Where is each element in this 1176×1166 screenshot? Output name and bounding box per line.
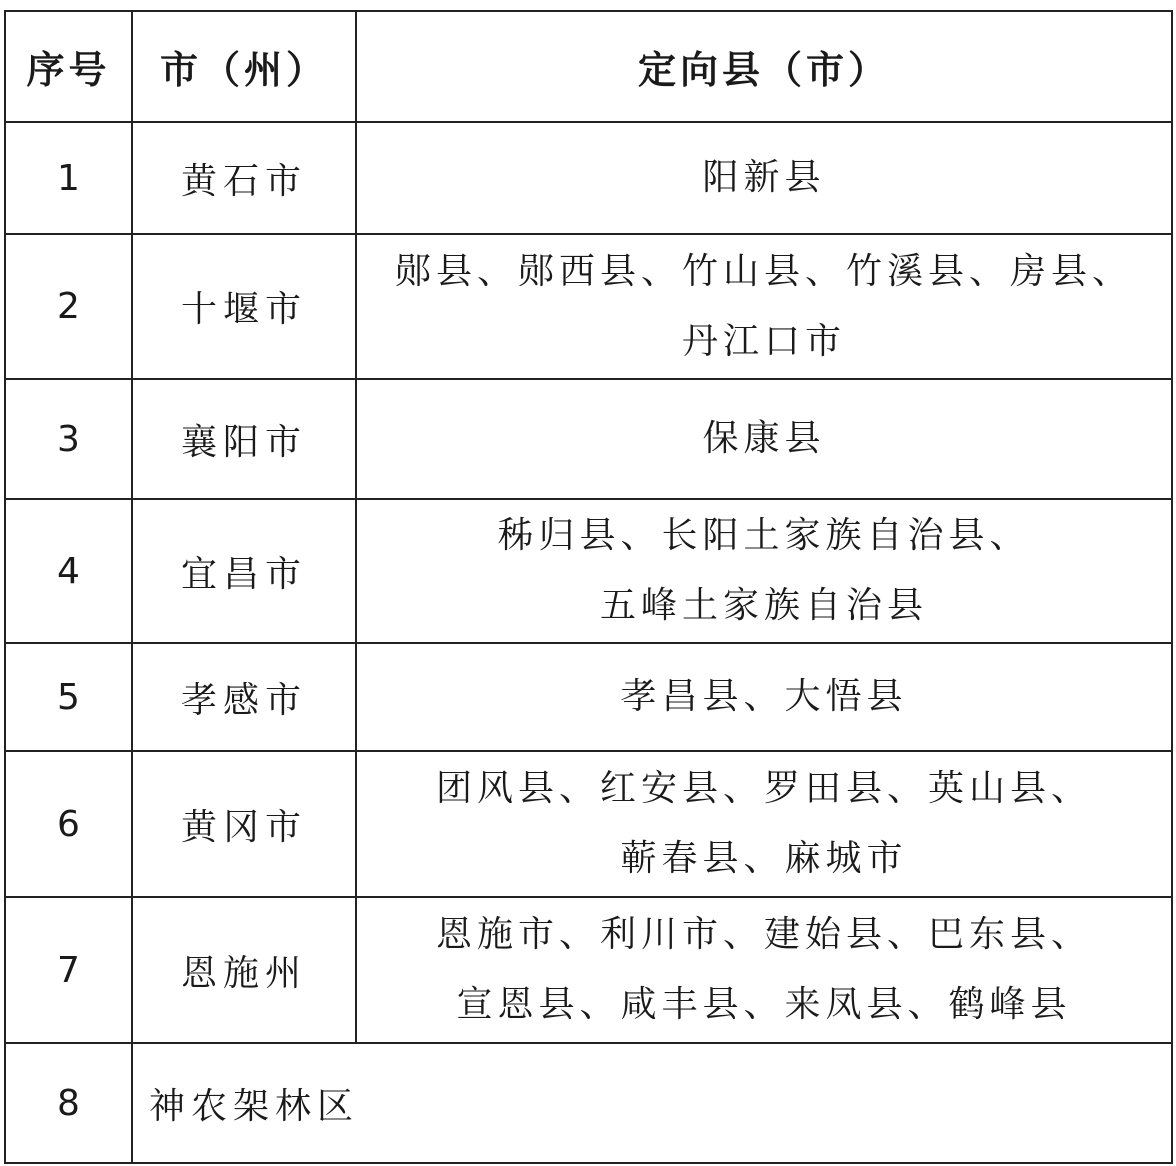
row-index: 4 xyxy=(5,499,132,643)
row-counties xyxy=(356,122,1172,234)
header-index: 序号 xyxy=(5,11,132,122)
row-index: 6 xyxy=(5,751,132,897)
counties-line: 宣恩县、咸丰县、来凤县、鹤峰县 xyxy=(456,984,1072,1025)
row-index: 5 xyxy=(5,643,132,751)
table-row xyxy=(5,379,1172,499)
counties-line: 团风县、红安县、罗田县、英山县、 xyxy=(435,768,1092,809)
counties-line: 蕲春县、麻城市 xyxy=(620,838,908,879)
table-row xyxy=(5,122,1172,234)
row-city: 黄石市 xyxy=(132,122,356,234)
row-counties xyxy=(356,751,1172,897)
row-city: 黄冈市 xyxy=(132,751,356,897)
row-counties xyxy=(356,499,1172,643)
table-row xyxy=(5,1043,1172,1163)
table-row xyxy=(5,897,1172,1043)
counties-line: 丹江口市 xyxy=(681,320,846,362)
row-city: 宜昌市 xyxy=(132,499,356,643)
table-row xyxy=(5,234,1172,379)
counties-line: 孝昌县、大悟县 xyxy=(620,676,908,717)
table-row xyxy=(5,499,1172,643)
table-row xyxy=(5,643,1172,751)
header-city: 市（州） xyxy=(132,11,356,122)
counties-line: 保康县 xyxy=(702,418,826,459)
counties-line: 阳新县 xyxy=(702,157,826,198)
counties-line: 五峰土家族自治县 xyxy=(599,585,928,626)
county-table xyxy=(4,10,1173,1164)
row-city: 孝感市 xyxy=(132,643,356,751)
counties-line: 恩施市、利川市、建始县、巴东县、 xyxy=(435,914,1092,955)
row-index: 3 xyxy=(5,379,132,499)
row-merged-area: 神农架林区 xyxy=(132,1043,1172,1163)
row-index: 2 xyxy=(5,234,132,379)
row-counties xyxy=(356,643,1172,751)
row-counties xyxy=(356,897,1172,1043)
row-index: 1 xyxy=(5,122,132,234)
header-counties: 定向县（市） xyxy=(356,11,1172,122)
counties-line: 郧县、郧西县、竹山县、竹溪县、房县、 xyxy=(394,250,1133,292)
row-index: 7 xyxy=(5,897,132,1043)
row-city: 恩施州 xyxy=(132,897,356,1043)
row-city: 十堰市 xyxy=(132,234,356,379)
counties-line: 秭归县、长阳土家族自治县、 xyxy=(497,515,1031,556)
header-row xyxy=(5,11,1172,122)
row-index: 8 xyxy=(5,1043,132,1163)
row-counties xyxy=(356,234,1172,379)
table-row xyxy=(5,751,1172,897)
row-counties xyxy=(356,379,1172,499)
row-city: 襄阳市 xyxy=(132,379,356,499)
